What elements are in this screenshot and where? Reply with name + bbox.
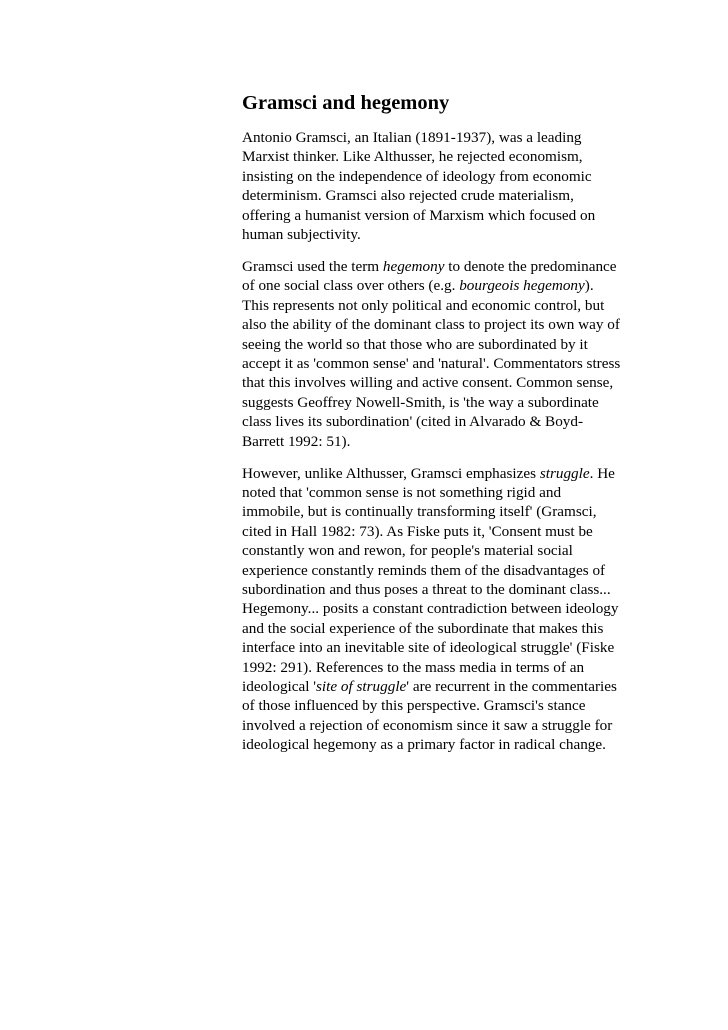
italic-term-bourgeois-hegemony: bourgeois hegemony xyxy=(459,277,585,295)
text-run: Gramsci used the term xyxy=(242,257,383,275)
document-body xyxy=(242,90,622,767)
paragraph-hegemony-definition xyxy=(242,257,622,451)
paragraph-struggle xyxy=(242,464,622,755)
text-run: Antonio Gramsci, an Italian (1891-1937), was a leading Marxist thinker. Like Althusser, he rejected economism, insisting on the independence of ideology from economic determinism. Gramsci also rejected crude materialism, offering a humanist version of Marxism which focused on human subjectivity. xyxy=(242,129,596,244)
italic-term-hegemony: hegemony xyxy=(382,257,445,275)
text-run: ' are recurrent in the commentaries of those influenced by this perspective. Gramsci's stance involved a rejection of economism since it saw a struggle for ideological hegemony as a primary factor in radical change. xyxy=(242,677,617,754)
italic-term-site-of-struggle: site of struggle xyxy=(316,677,407,695)
italic-term-struggle: struggle xyxy=(539,464,590,482)
page-title: Gramsci and hegemony xyxy=(242,92,450,114)
text-run: ). This represents not only political and economic control, but also the ability of the dominant class to project its own way of seeing the world so that those who are subordinated by it accept it as 'common sense' and 'natural'. Commentators stress that this involves willing and active consent. Common sense, suggests Geoffrey Nowell-Smith, is 'the way a subordinate class lives its subordination' (cited in Alvarado & Boyd-Barrett 1992: 51). xyxy=(242,277,621,450)
text-run: to denote the predominance of one social class over others (e.g. xyxy=(242,257,617,295)
text-run: However, unlike Althusser, Gramsci emphasizes xyxy=(242,464,540,482)
paragraph-intro xyxy=(242,128,622,244)
text-run: . He noted that 'common sense is not something rigid and immobile, but is continually transforming itself' (Gramsci, cited in Hall 1982: 73). As Fiske puts it, 'Consent must be constantly won and rewon, for people's material social experience constantly reminds them of the disadvantages of subordination and thus poses a threat to the dominant class... Hegemony... posits a constant contradiction between ideology and the social experience of the subordinate that makes this interface into an inevitable site of ideological struggle' (Fiske 1992: 291). References to the mass media in terms of an ideological ' xyxy=(242,464,619,695)
